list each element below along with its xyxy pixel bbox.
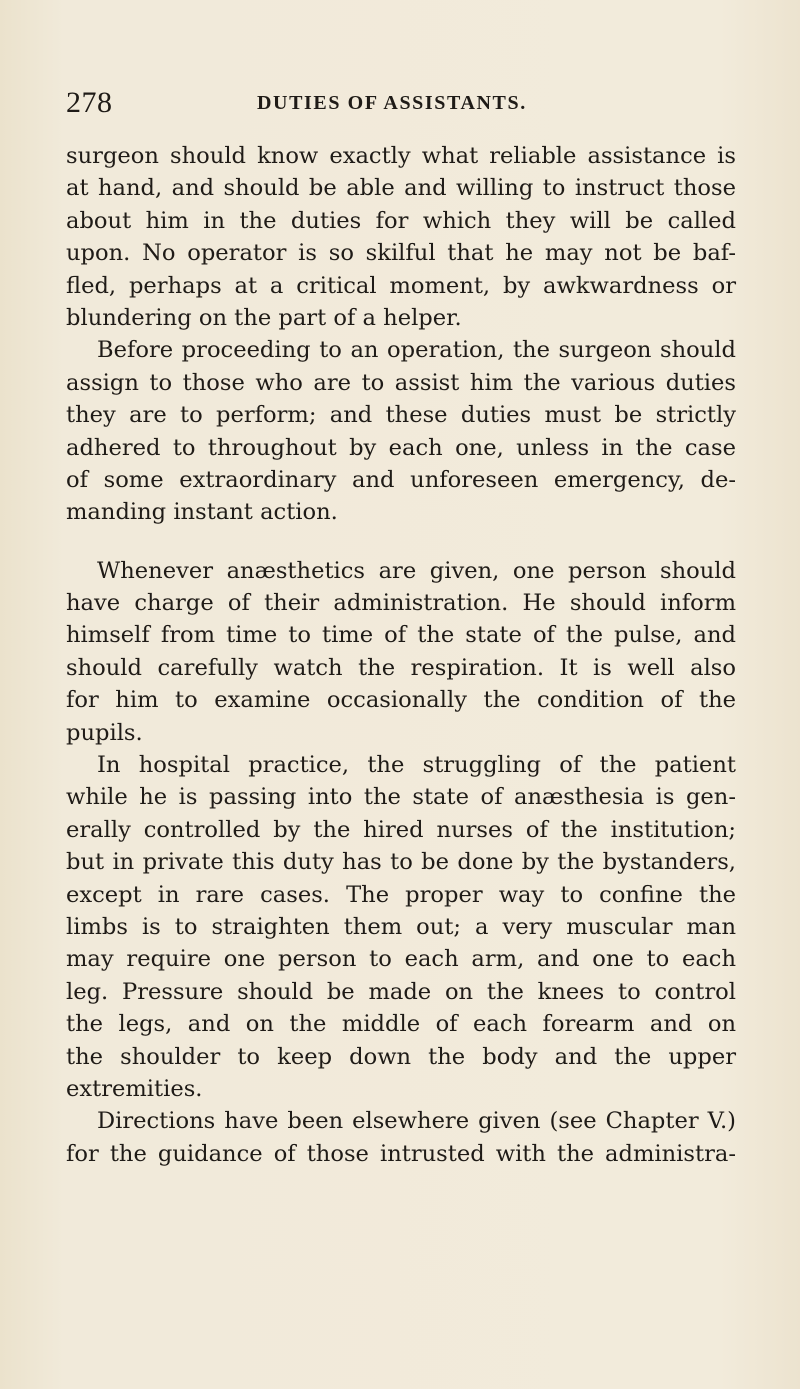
body-text xyxy=(66,140,736,1170)
text-line: adhered to throughout by each one, unless in the case xyxy=(66,434,736,461)
text-line: of some extraordinary and unforeseen emergency, de- xyxy=(66,466,736,493)
text-line: erally controlled by the hired nurses of the institution; xyxy=(66,816,736,843)
paragraph-2 xyxy=(66,334,736,528)
paragraph-1 xyxy=(66,140,736,334)
text-line: limbs is to straighten them out; a very muscular man xyxy=(66,913,736,940)
running-head xyxy=(66,86,736,120)
text-line: himself from time to time of the state of the pulse, and xyxy=(66,622,736,649)
paragraph-3 xyxy=(66,555,736,749)
text-line: manding instant action. xyxy=(66,499,338,526)
text-line: pupils. xyxy=(66,719,143,746)
text-line: surgeon should know exactly what reliable assistance is xyxy=(66,143,736,169)
text-line: assign to those who are to assist him the various duties xyxy=(66,369,736,396)
text-line: they are to perform; and these duties must be strictly xyxy=(66,402,736,429)
text-line: Whenever anæsthetics are given, one person should xyxy=(97,557,736,584)
text-line: fled, perhaps at a critical moment, by awkwardness or xyxy=(66,272,736,299)
text-line: while he is passing into the state of anæsthesia is gen- xyxy=(66,784,736,811)
text-line: at hand, and should be able and willing to instruct those xyxy=(66,175,736,202)
text-line: the shoulder to keep down the body and the upper xyxy=(66,1043,736,1070)
section-gap xyxy=(66,529,736,555)
text-line: Before proceeding to an operation, the surgeon should xyxy=(97,337,736,364)
text-line: extremities. xyxy=(66,1075,203,1102)
text-line: may require one person to each arm, and one to each xyxy=(66,946,736,973)
text-line: upon. No operator is so skilful that he may not be baf- xyxy=(66,240,736,267)
text-line: for him to examine occasionally the condition of the xyxy=(66,687,736,714)
running-title: DUTIES OF ASSISTANTS. xyxy=(257,92,527,114)
text-line: In hospital practice, the struggling of the patient xyxy=(97,752,736,779)
text-line: except in rare cases. The proper way to confine the xyxy=(66,881,736,908)
text-line: have charge of their administration. He should inform xyxy=(66,590,736,617)
text-line: Directions have been elsewhere given (see Chapter V.) xyxy=(97,1108,736,1135)
text-line: blundering on the part of a helper. xyxy=(66,304,462,331)
text-line: should carefully watch the respiration. It is well also xyxy=(66,654,736,681)
text-line: but in private this duty has to be done by the bystanders, xyxy=(66,849,736,876)
paragraph-5 xyxy=(66,1105,736,1170)
text-line: for the guidance of those intrusted with the administra- xyxy=(66,1140,736,1167)
text-line: about him in the duties for which they will be called xyxy=(66,207,736,234)
text-line: leg. Pressure should be made on the knees to control xyxy=(66,978,736,1005)
text-line: the legs, and on the middle of each forearm and on xyxy=(66,1011,736,1038)
page-number: 278 xyxy=(66,86,113,119)
paragraph-4 xyxy=(66,749,736,1105)
